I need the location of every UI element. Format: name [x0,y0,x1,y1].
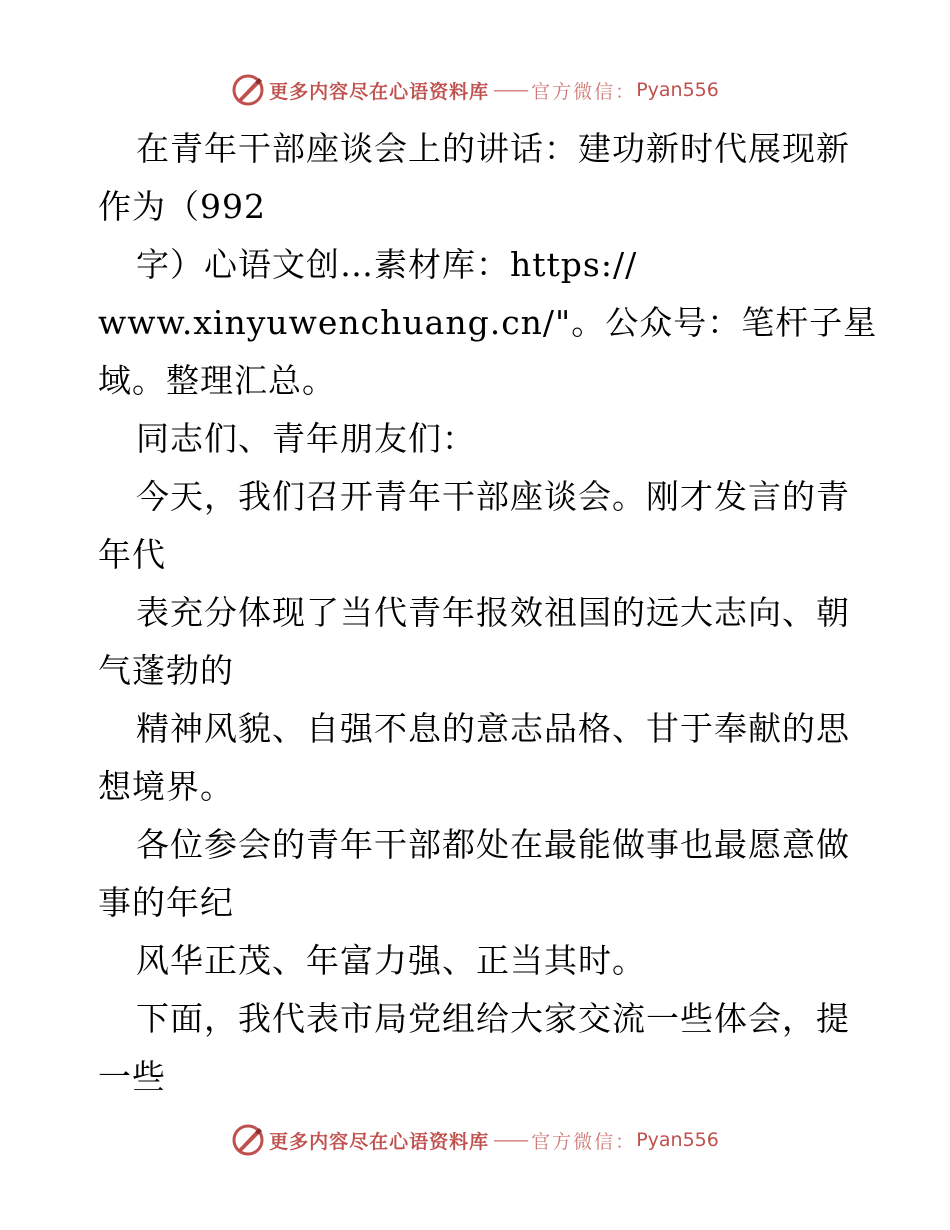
paragraph-line: 年代 [98,535,166,574]
source-line-1: 字）心语文创…素材库：https:// [136,245,638,284]
header-banner [0,70,950,110]
footer-banner [0,1120,950,1160]
paragraph-line: 下面，我代表市局党组给大家交流一些体会，提 [136,999,850,1038]
banner-dash: —— [493,1129,528,1151]
paragraph-line: 一些 [98,1057,166,1096]
source-line-3: 域。整理汇总。 [98,361,336,400]
banner-wechat-id: Pyan556 [636,79,719,101]
banner-wechat-label: 官方微信： [531,80,637,103]
paragraph-line: 风华正茂、年富力强、正当其时。 [136,941,646,980]
banner-dash: —— [493,79,528,101]
title-line-2: 作为（992 [98,187,266,226]
pen-logo-icon [231,73,265,107]
paragraph-line: 精神风貌、自强不息的意志品格、甘于奉献的思 [136,709,850,748]
banner-wechat-label: 官方微信： [531,1130,637,1153]
banner-main-text: 更多内容尽在心语资料库 [269,80,490,103]
pen-logo-icon [231,1123,265,1157]
paragraph-line: 事的年纪 [98,883,234,922]
salutation-line: 同志们、青年朋友们： [136,419,476,458]
source-line-2: www.xinyuwenchuang.cn/"。公众号：笔杆子星 [98,303,878,342]
paragraph-line: 想境界。 [98,767,234,806]
paragraph-line: 今天，我们召开青年干部座谈会。刚才发言的青 [136,477,850,516]
document-body [98,120,878,1106]
paragraph-line: 各位参会的青年干部都处在最能做事也最愿意做 [136,825,850,864]
paragraph-line: 表充分体现了当代青年报效祖国的远大志向、朝 [136,593,850,632]
title-line-1: 在青年干部座谈会上的讲话：建功新时代展现新 [136,129,850,168]
banner-main-text: 更多内容尽在心语资料库 [269,1130,490,1153]
banner-wechat-id: Pyan556 [636,1129,719,1151]
paragraph-line: 气蓬勃的 [98,651,234,690]
